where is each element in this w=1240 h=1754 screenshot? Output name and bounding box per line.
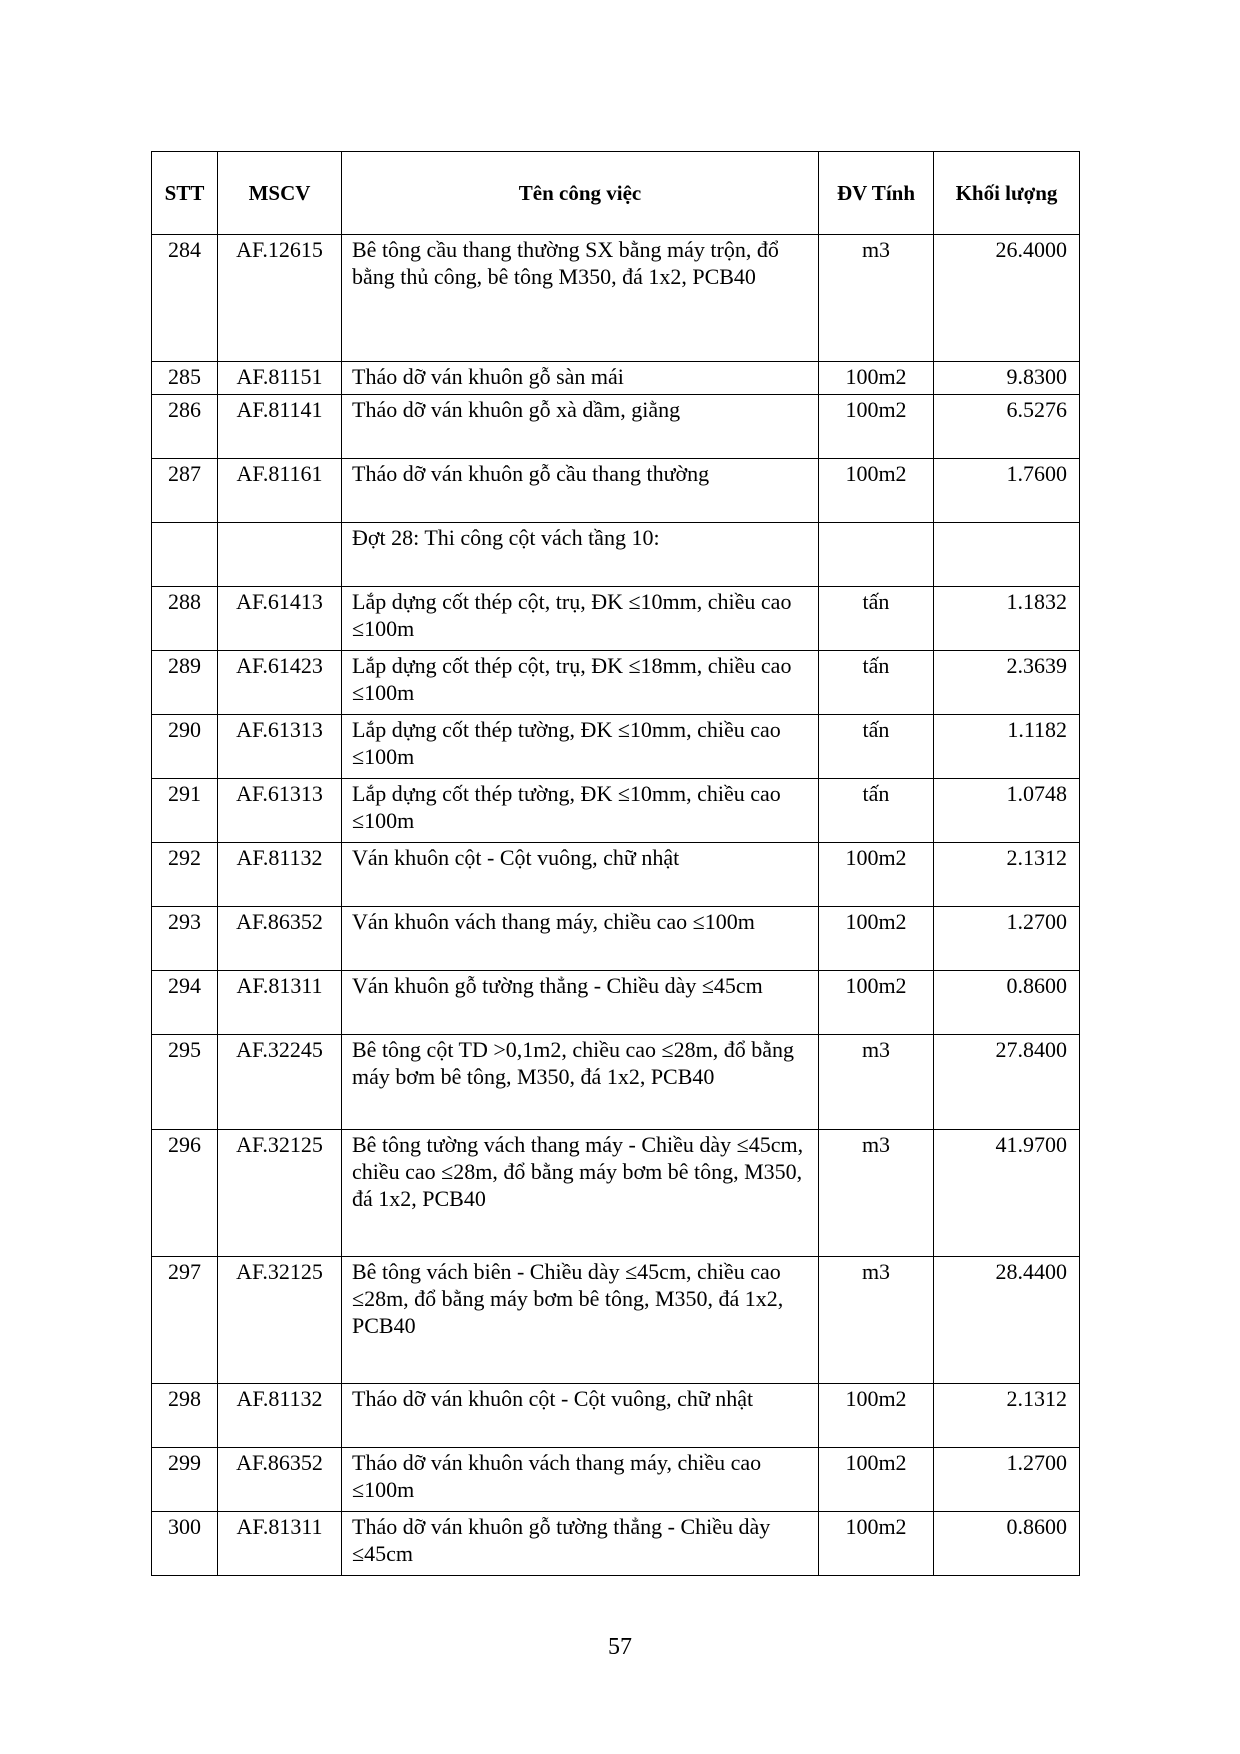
cell-stt: 285 bbox=[152, 362, 218, 395]
table-row bbox=[152, 395, 1080, 459]
cell-name: Ván khuôn vách thang máy, chiều cao ≤100m bbox=[342, 907, 819, 971]
cell-stt: 296 bbox=[152, 1130, 218, 1257]
table-row bbox=[152, 587, 1080, 651]
cell-qty: 6.5276 bbox=[934, 395, 1080, 459]
cell-code: AF.32125 bbox=[218, 1257, 342, 1384]
cell-qty: 27.8400 bbox=[934, 1035, 1080, 1130]
cell-qty: 1.1832 bbox=[934, 587, 1080, 651]
header-unit: ĐV Tính bbox=[819, 152, 934, 235]
cell-stt: 292 bbox=[152, 843, 218, 907]
cell-stt: 289 bbox=[152, 651, 218, 715]
cell-name: Lắp dựng cốt thép tường, ĐK ≤10mm, chiều cao ≤100m bbox=[342, 779, 819, 843]
cell-unit: m3 bbox=[819, 1130, 934, 1257]
cell-stt: 298 bbox=[152, 1384, 218, 1448]
cell-code: AF.61423 bbox=[218, 651, 342, 715]
cell-code: AF.86352 bbox=[218, 1448, 342, 1512]
cell-unit: tấn bbox=[819, 651, 934, 715]
cell-unit: 100m2 bbox=[819, 395, 934, 459]
cell-stt: 297 bbox=[152, 1257, 218, 1384]
cell-unit: 100m2 bbox=[819, 907, 934, 971]
cell-name: Bê tông cầu thang thường SX bằng máy trộn, đổ bằng thủ công, bê tông M350, đá 1x2, PCB40 bbox=[342, 235, 819, 362]
cell-stt bbox=[152, 523, 218, 587]
header-code: MSCV bbox=[218, 152, 342, 235]
cell-unit: 100m2 bbox=[819, 459, 934, 523]
cell-name: Đợt 28: Thi công cột vách tầng 10: bbox=[342, 523, 819, 587]
cell-name: Tháo dỡ ván khuôn gỗ sàn mái bbox=[342, 362, 819, 395]
cell-stt: 284 bbox=[152, 235, 218, 362]
cell-name: Bê tông tường vách thang máy - Chiều dày ≤45cm, chiều cao ≤28m, đổ bằng máy bơm bê tông, M350, đá 1x2, PCB40 bbox=[342, 1130, 819, 1257]
cell-stt: 294 bbox=[152, 971, 218, 1035]
cell-stt: 290 bbox=[152, 715, 218, 779]
table-row bbox=[152, 1130, 1080, 1257]
cell-code: AF.86352 bbox=[218, 907, 342, 971]
table-row bbox=[152, 715, 1080, 779]
cell-stt: 286 bbox=[152, 395, 218, 459]
cell-code: AF.32245 bbox=[218, 1035, 342, 1130]
cell-unit: 100m2 bbox=[819, 1384, 934, 1448]
cell-qty: 2.1312 bbox=[934, 1384, 1080, 1448]
cell-qty: 2.1312 bbox=[934, 843, 1080, 907]
cell-code: AF.81311 bbox=[218, 1512, 342, 1576]
table-header-row bbox=[152, 152, 1080, 235]
cell-qty: 9.8300 bbox=[934, 362, 1080, 395]
cell-qty: 1.1182 bbox=[934, 715, 1080, 779]
cell-qty: 1.7600 bbox=[934, 459, 1080, 523]
cell-unit: m3 bbox=[819, 235, 934, 362]
cell-name: Tháo dỡ ván khuôn gỗ xà dầm, giằng bbox=[342, 395, 819, 459]
cell-qty: 0.8600 bbox=[934, 1512, 1080, 1576]
table-row bbox=[152, 907, 1080, 971]
table-row bbox=[152, 971, 1080, 1035]
page-number: 57 bbox=[608, 1634, 632, 1660]
cell-code: AF.81141 bbox=[218, 395, 342, 459]
cell-stt: 295 bbox=[152, 1035, 218, 1130]
cell-code: AF.81161 bbox=[218, 459, 342, 523]
cell-qty: 26.4000 bbox=[934, 235, 1080, 362]
table-row bbox=[152, 1035, 1080, 1130]
table-body bbox=[152, 235, 1080, 1576]
table-row bbox=[152, 1512, 1080, 1576]
cell-unit bbox=[819, 523, 934, 587]
cell-code: AF.32125 bbox=[218, 1130, 342, 1257]
cell-name: Lắp dựng cốt thép cột, trụ, ĐK ≤18mm, chiều cao ≤100m bbox=[342, 651, 819, 715]
cell-unit: 100m2 bbox=[819, 843, 934, 907]
cell-stt: 288 bbox=[152, 587, 218, 651]
cell-code: AF.81132 bbox=[218, 1384, 342, 1448]
cell-stt: 291 bbox=[152, 779, 218, 843]
cell-code: AF.61313 bbox=[218, 779, 342, 843]
cell-name: Ván khuôn gỗ tường thẳng - Chiều dày ≤45cm bbox=[342, 971, 819, 1035]
cell-code: AF.12615 bbox=[218, 235, 342, 362]
cell-stt: 287 bbox=[152, 459, 218, 523]
header-stt: STT bbox=[152, 152, 218, 235]
cell-code: AF.81311 bbox=[218, 971, 342, 1035]
table-row bbox=[152, 1384, 1080, 1448]
cell-stt: 293 bbox=[152, 907, 218, 971]
cell-stt: 300 bbox=[152, 1512, 218, 1576]
cell-name: Tháo dỡ ván khuôn cột - Cột vuông, chữ nhật bbox=[342, 1384, 819, 1448]
cell-qty: 1.2700 bbox=[934, 907, 1080, 971]
cell-unit: tấn bbox=[819, 715, 934, 779]
table-row bbox=[152, 1257, 1080, 1384]
cell-qty: 2.3639 bbox=[934, 651, 1080, 715]
cell-code: AF.81151 bbox=[218, 362, 342, 395]
cell-name: Bê tông cột TD >0,1m2, chiều cao ≤28m, đổ bằng máy bơm bê tông, M350, đá 1x2, PCB40 bbox=[342, 1035, 819, 1130]
cell-unit: 100m2 bbox=[819, 1448, 934, 1512]
cell-qty bbox=[934, 523, 1080, 587]
cell-qty: 28.4400 bbox=[934, 1257, 1080, 1384]
cell-name: Ván khuôn cột - Cột vuông, chữ nhật bbox=[342, 843, 819, 907]
table-row bbox=[152, 459, 1080, 523]
cell-name: Tháo dỡ ván khuôn vách thang máy, chiều cao ≤100m bbox=[342, 1448, 819, 1512]
table-row bbox=[152, 1448, 1080, 1512]
cell-qty: 0.8600 bbox=[934, 971, 1080, 1035]
cell-unit: tấn bbox=[819, 587, 934, 651]
cell-unit: tấn bbox=[819, 779, 934, 843]
table-row bbox=[152, 362, 1080, 395]
cell-qty: 1.0748 bbox=[934, 779, 1080, 843]
table-row bbox=[152, 843, 1080, 907]
cell-name: Lắp dựng cốt thép cột, trụ, ĐK ≤10mm, chiều cao ≤100m bbox=[342, 587, 819, 651]
cell-unit: 100m2 bbox=[819, 971, 934, 1035]
cell-code: AF.61413 bbox=[218, 587, 342, 651]
cell-stt: 299 bbox=[152, 1448, 218, 1512]
cell-code: AF.81132 bbox=[218, 843, 342, 907]
cell-unit: m3 bbox=[819, 1035, 934, 1130]
cell-name: Lắp dựng cốt thép tường, ĐK ≤10mm, chiều cao ≤100m bbox=[342, 715, 819, 779]
cell-unit: 100m2 bbox=[819, 362, 934, 395]
cell-unit: m3 bbox=[819, 1257, 934, 1384]
table-row bbox=[152, 651, 1080, 715]
cell-name: Bê tông vách biên - Chiều dày ≤45cm, chiều cao ≤28m, đổ bằng máy bơm bê tông, M350, đá 1x2, PCB40 bbox=[342, 1257, 819, 1384]
table-row bbox=[152, 523, 1080, 587]
table-row bbox=[152, 235, 1080, 362]
cell-qty: 1.2700 bbox=[934, 1448, 1080, 1512]
header-name: Tên công việc bbox=[342, 152, 819, 235]
table-row bbox=[152, 779, 1080, 843]
work-items-table bbox=[151, 151, 1080, 1576]
cell-name: Tháo dỡ ván khuôn gỗ cầu thang thường bbox=[342, 459, 819, 523]
cell-code: AF.61313 bbox=[218, 715, 342, 779]
cell-name: Tháo dỡ ván khuôn gỗ tường thẳng - Chiều dày ≤45cm bbox=[342, 1512, 819, 1576]
cell-qty: 41.9700 bbox=[934, 1130, 1080, 1257]
cell-code bbox=[218, 523, 342, 587]
cell-unit: 100m2 bbox=[819, 1512, 934, 1576]
header-qty: Khối lượng bbox=[934, 152, 1080, 235]
